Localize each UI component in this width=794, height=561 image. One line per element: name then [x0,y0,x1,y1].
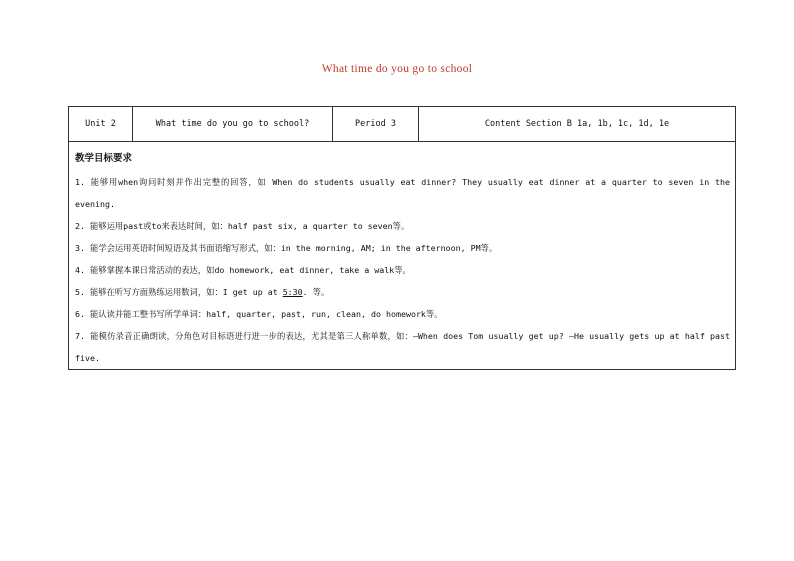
goal-item-4: 4. 能够掌握本课日常活动的表达，如do homework, eat dinner, take a walk等。 [75,265,411,275]
goal-item-5-prefix: 5. 能够在听写方面熟练运用数词，如：I get up at [75,287,283,297]
goal-item-5-suffix: . 等。 [302,287,330,297]
table-body-row [69,142,736,370]
goal-item-6: 6. 能认读并能工整书写所学单词：half, quarter, past, run, clean, do homework等。 [75,309,443,319]
topic-cell: What time do you go to school? [133,107,333,142]
document-title: What time do you go to school [321,63,473,75]
table-header-row [69,107,736,142]
lesson-plan-table [68,106,736,370]
period-cell: Period 3 [333,107,419,142]
goal-item-2: 2. 能够运用past或to来表达时间，如：half past six, a quarter to seven等。 [75,221,410,231]
goal-item-5 [75,281,730,303]
goal-item-3: 3. 能学会运用英语时间短语及其书面语缩写形式，如：in the morning, AM; in the afternoon, PM等。 [75,243,498,253]
section-heading: 教学目标要求 [75,153,133,164]
teaching-goals-cell [69,142,736,370]
content-cell: Content Section B 1a, 1b, 1c, 1d, 1e [419,107,736,142]
unit-cell: Unit 2 [69,107,133,142]
goal-item-7: 7. 能模仿录音正确朗读，分角色对目标语进行进一步的表达，尤其是第三人称单数，如：—When does Tom usually get up? —He usually gets up at half past five. [75,331,730,363]
goal-item-5-time: 5:30 [282,287,303,297]
goal-item-1: 1. 能够用when询问时刻并作出完整的回答，如 When do students usually eat dinner? They usually eat dinner at a quarter to seven in the evening. [75,177,730,209]
